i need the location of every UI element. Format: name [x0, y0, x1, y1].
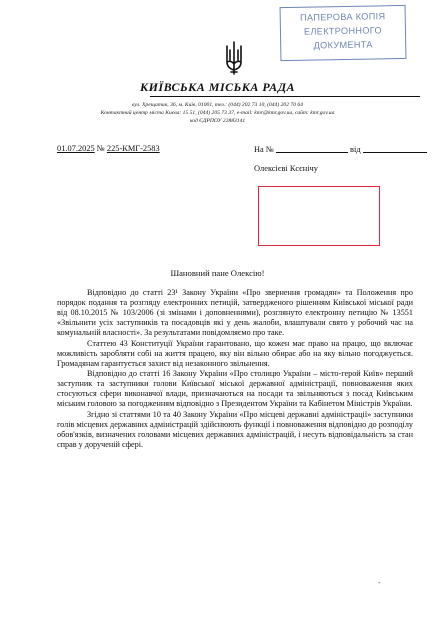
addressee: Олексієві Кcєнічу	[254, 164, 318, 173]
page-mark: -	[378, 578, 381, 587]
paragraph-1: Відповідно до статті 23¹ Закону України «Про звернення громадян» та Положення про порядок подання та розгляду електронних петицій, затвердженого рішенням Київської міської ради від 08.10.2015 № 103/2006 (зі змінами і доповненнями), розглянуто електронну петицію № 13551 «Звільнити усіх заступників та посадовців які у день жалоби, влаштували свято у робочий час на комунальній власності». За результатами повідомляємо про таке.	[57, 288, 413, 337]
org-name: КИЇВСЬКА МІСЬКА РАДА	[139, 80, 296, 94]
from-label: від	[350, 145, 361, 154]
paragraph-3: Відповідно до статті 16 Закону України «Про столицю України – місто-герой Київ» перший заступник та заступники голови Київської міської державної адміністрації, повноваження яких стосуються сфери виконавчої влади, призначаються на посади та звільняються з посад Київським міським головою за погодженням відповідно з Президентом України та Кабінетом Міністрів України.	[57, 369, 413, 408]
letter-body	[57, 288, 413, 450]
contact-line-3: код ЄДРПОУ 22883141	[189, 118, 246, 124]
paper-copy-stamp	[280, 5, 407, 61]
contact-line-2: Контактний центр міста Києва: 15 51, (044) 205 73 37, e-mail: kmr@kmr.gov.ua, сайт: kmr.gov.ua	[100, 110, 335, 116]
number-prefix: №	[94, 144, 107, 153]
registration-number	[57, 144, 160, 153]
tryzub-icon	[223, 40, 245, 76]
reply-number-blank	[276, 144, 348, 153]
contact-line-1: вул. Хрещатик, 36, м. Київ, 01001, тел.: (044) 202 73 10, (044) 202 70 64	[132, 102, 303, 108]
header-rule	[150, 96, 420, 97]
outgoing-number: 225-КМГ-2583	[106, 144, 160, 153]
greeting: Шановний пане Олексію!	[170, 268, 265, 278]
redacted-area	[258, 186, 380, 246]
reply-reference	[254, 144, 427, 154]
reply-to-label: На №	[254, 145, 274, 154]
stamp-line-1: ПАПЕРОВА КОПІЯ	[299, 11, 386, 23]
stamp-line-2: ЕЛЕКТРОННОГО	[303, 25, 383, 37]
stamp-line-3: ДОКУМЕНТА	[313, 39, 373, 51]
reply-date-blank	[363, 144, 427, 153]
paragraph-2: Статтею 43 Конституції України гарантовано, що кожен має право на працю, що включає можливість заробляти собі на життя працею, яку він вільно обирає або на яку вільно погоджується. Громадянам гарантується захист від незаконного звільнення.	[57, 338, 413, 368]
registration-date: 01.07.2025	[57, 144, 95, 153]
paragraph-4: Згідно зі статтями 10 та 40 Закону України «Про місцеві державні адміністрації» заступники голів місцевих державних адміністрацій здійснюють функції і повноваження відповідно до розподілу обов'язків, визначених головами місцевих державних адміністрацій, і несуть відповідальність за стан справ у дорученій сфері.	[57, 409, 413, 449]
